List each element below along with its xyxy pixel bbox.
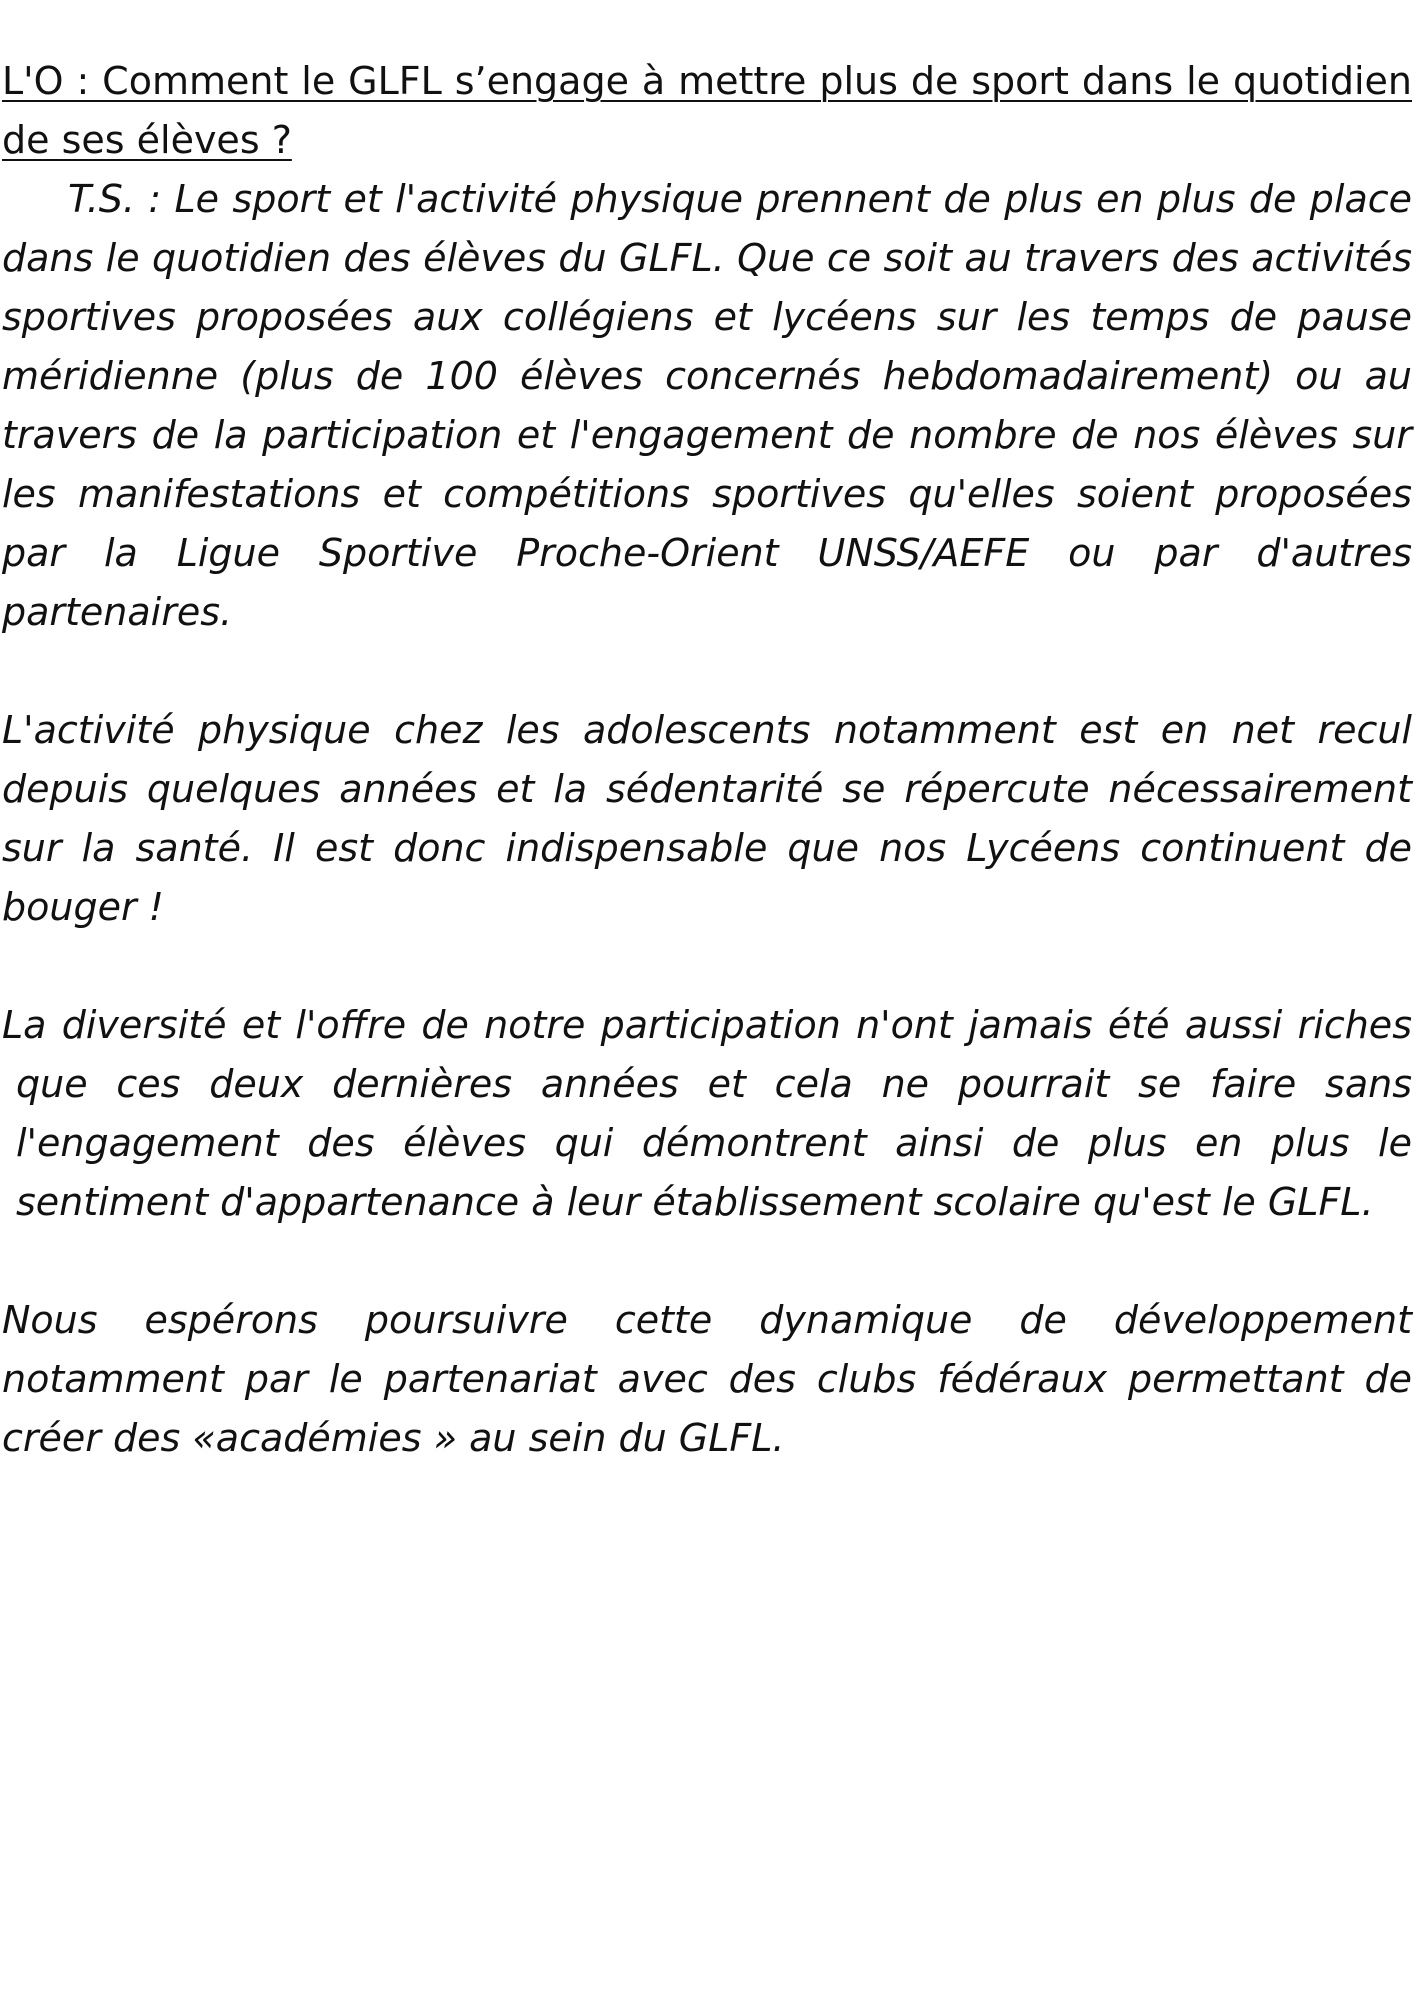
answer-paragraph-3: La diversité et l'offre de notre participation n'ont jamais été aussi riches que ces deux dernières années et cela ne pourrait se faire sans l'engagement des élèves qui démontrent ainsi de plus en plus le sentiment d'appartenance à leur établissement scolaire qu'est le GLFL. <box>2 1003 1412 1224</box>
article-body <box>0 52 1414 1468</box>
answer-paragraph-4: Nous espérons poursuivre cette dynamique de développement notamment par le partenariat avec des clubs fédéraux permettant de créer des «académies » au sein du GLFL. <box>2 1298 1412 1460</box>
interview-question: L'O : Comment le GLFL s’engage à mettre plus de sport dans le quotidien de ses élèves ? <box>2 59 1412 162</box>
answer-paragraph-1: T.S. : Le sport et l'activité physique prennent de plus en plus de place dans le quotidien des élèves du GLFL. Que ce soit au travers des activités sportives proposées aux collégiens et lycéens sur les temps de pause méridienne (plus de 100 élèves concernés hebdomadairement) ou au travers de la participation et l'engagement de nombre de nos élèves sur les manifestations et compétitions sportives qu'elles soient proposées par la Ligue Sportive Proche-Orient UNSS/AEFE ou par d'autres partenaires. <box>2 177 1412 634</box>
answer-paragraph-2: L'activité physique chez les adolescents notamment est en net recul depuis quelques années et la sédentarité se répercute nécessairement sur la santé. Il est donc indispensable que nos Lycéens continuent de bouger ! <box>2 708 1412 929</box>
